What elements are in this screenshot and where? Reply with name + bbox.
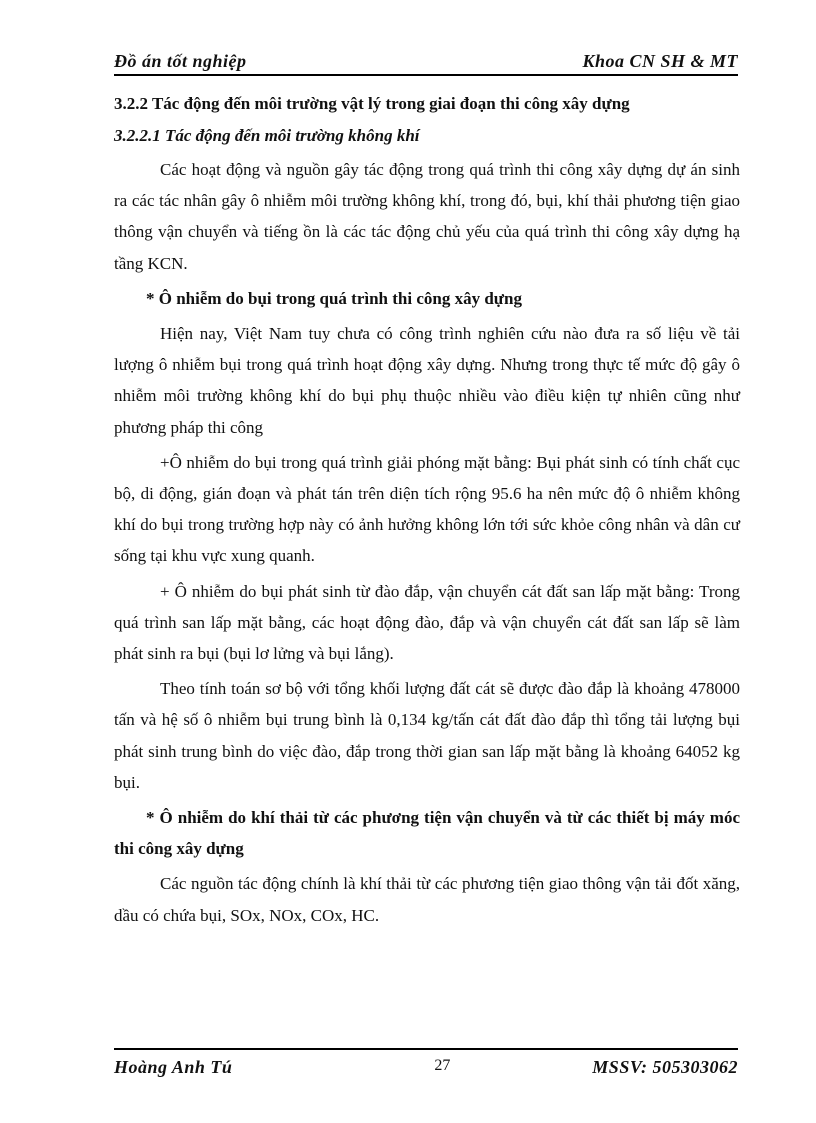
paragraph-exhaust-sources: Các nguồn tác động chính là khí thải từ các phương tiện giao thông vận tải đốt xăng, dầu có chứa bụi, SOx, NOx, COx, HC. — [114, 874, 740, 925]
section-heading: 3.2.2 Tác động đến môi trường vật lý trong giai đoạn thi công xây dựng — [114, 94, 630, 113]
page-header — [114, 46, 738, 76]
subheading-exhaust-pollution: * Ô nhiễm do khí thải từ các phương tiện vận chuyển và từ các thiết bị máy móc thi công xây dựng — [114, 808, 740, 859]
header-document-type: Đồ án tốt nghiệp — [114, 51, 247, 71]
footer-author: Hoàng Anh Tú — [114, 1057, 233, 1077]
paragraph-dust-calculation: Theo tính toán sơ bộ với tổng khối lượng đất cát sẽ được đào đắp là khoảng 478000 tấn và hệ số ô nhiễm bụi trung bình là 0,134 kg/tấn cát đất đào đắp thì tổng tải lượng bụi phát sinh trung bình do việc đào, đắp trong thời gian san lấp mặt bằng là khoảng 64052 kg bụi. — [114, 679, 740, 792]
paragraph-research-status: Hiện nay, Việt Nam tuy chưa có công trình nghiên cứu nào đưa ra số liệu về tải lượng ô nhiễm bụi trong quá trình hoạt động xây dựng. Nhưng trong thực tế mức độ gây ô nhiễm môi trường không khí do bụi phụ thuộc nhiều vào điều kiện tự nhiên cũng như phương pháp thi công — [114, 324, 740, 437]
page-footer — [114, 1048, 738, 1078]
page-number: 27 — [434, 1057, 451, 1074]
header-faculty: Khoa CN SH & MT — [582, 51, 738, 71]
subheading-dust-pollution: * Ô nhiễm do bụi trong quá trình thi công xây dựng — [146, 288, 522, 308]
paragraph-site-clearance-dust: +Ô nhiễm do bụi trong quá trình giải phóng mặt bằng: Bụi phát sinh có tính chất cục bộ, di động, gián đoạn và phát tán trên diện tích rộng 95.6 ha nên mức độ ô nhiễm không khí do bụi trong trường hợp này có ảnh hưởng không lớn tới sức khỏe công nhân và dân cư sống tại khu vực xung quanh. — [114, 452, 740, 566]
paragraph-intro: Các hoạt động và nguồn gây tác động trong quá trình thi công xây dựng dự án sinh ra các tác nhân gây ô nhiễm môi trường không khí, trong đó, bụi, khí thải phương tiện giao thông vận chuyển và tiếng ồn là các tác động chủ yếu của quá trình thi công xây dựng hạ tầng KCN. — [114, 160, 740, 273]
footer-student-id: MSSV: 505303062 — [592, 1057, 738, 1077]
subsection-heading: 3.2.2.1 Tác động đến môi trường không khí — [114, 126, 420, 145]
paragraph-earthwork-dust: + Ô nhiễm do bụi phát sinh từ đào đắp, vận chuyển cát đất san lấp mặt bằng: Trong quá trình san lấp mặt bằng, các hoạt động đào, đắp và vận chuyển cát đất san lấp sẽ làm phát sinh ra bụi (bụi lơ lửng và bụi lắng). — [114, 581, 740, 664]
document-body — [114, 92, 740, 935]
